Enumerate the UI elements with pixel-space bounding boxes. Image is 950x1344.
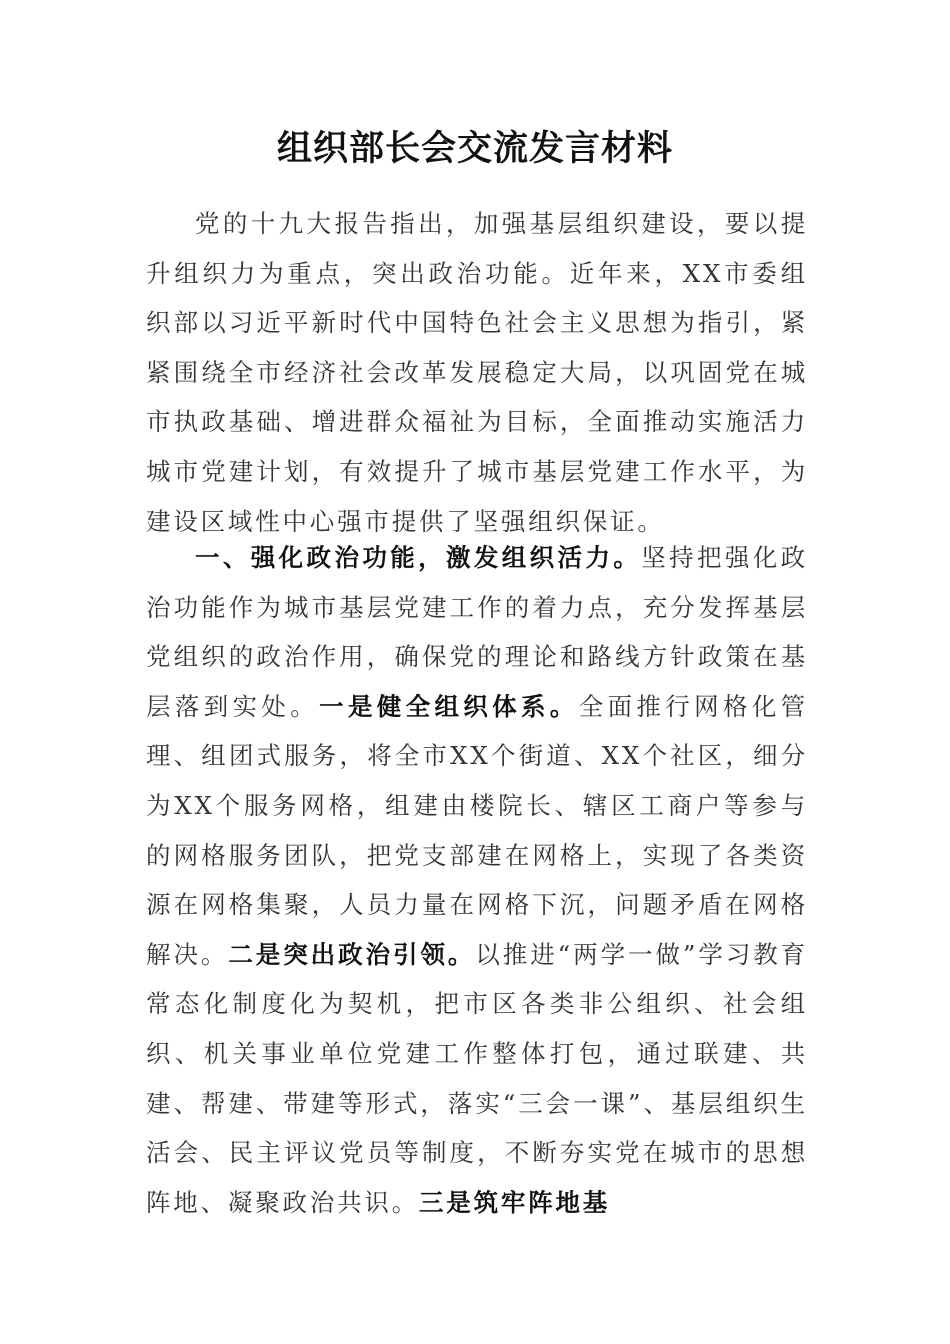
- point-2-label: 二是突出政治引领。: [228, 939, 476, 969]
- section-1-heading: 一、强化政治功能，激发组织活力。: [195, 543, 642, 572]
- document-title: 组织部长会交流发言材料: [276, 128, 673, 169]
- point-3-label: 三是筑牢阵地基: [419, 1187, 611, 1217]
- section-1-paragraph: [146, 533, 808, 1227]
- intro-paragraph: 党的十九大报告指出，加强基层组织建设，要以提升组织力为重点，突出政治功能。近年来，XX市委组织部以习近平新时代中国特色社会主义思想为指引，紧紧围绕全市经济社会改革发展稳定大局，以巩固党在城市执政基础、增进群众福祉为目标，全面推动实施活力城市党建计划，有效提升了城市基层党建工作水平，为建设区域性中心强市提供了坚强组织保证。: [146, 209, 808, 536]
- point-2-text: 以推进“两学一做”学习教育常态化制度化为契机，把市区各类非公组织、社会组织、机关事业单位党建工作整体打包，通过联建、共建、帮建、带建等形式，落实“三会一课”、基层组织生活会、民主评议党员等制度，不断夯实党在城市的思想阵地、凝聚政治共识。: [146, 939, 809, 1217]
- point-1-text: 全面推行网格化管理、组团式服务，将全市XX个街道、XX个社区，细分为XX个服务网格，组建由楼院长、辖区工商户等参与的网格服务团队，把党支部建在网格上，实现了各类资源在网格集聚，人员力量在网格下沉，问题矛盾在网格解决。: [146, 691, 808, 969]
- section-1-intro: 坚持把强化政治功能作为城市基层党建工作的着力点，充分发挥基层党组织的政治作用，确保党的理论和路线方针政策在基层落到实处。: [146, 543, 808, 721]
- point-1-label: 一是健全组织体系。: [319, 691, 579, 721]
